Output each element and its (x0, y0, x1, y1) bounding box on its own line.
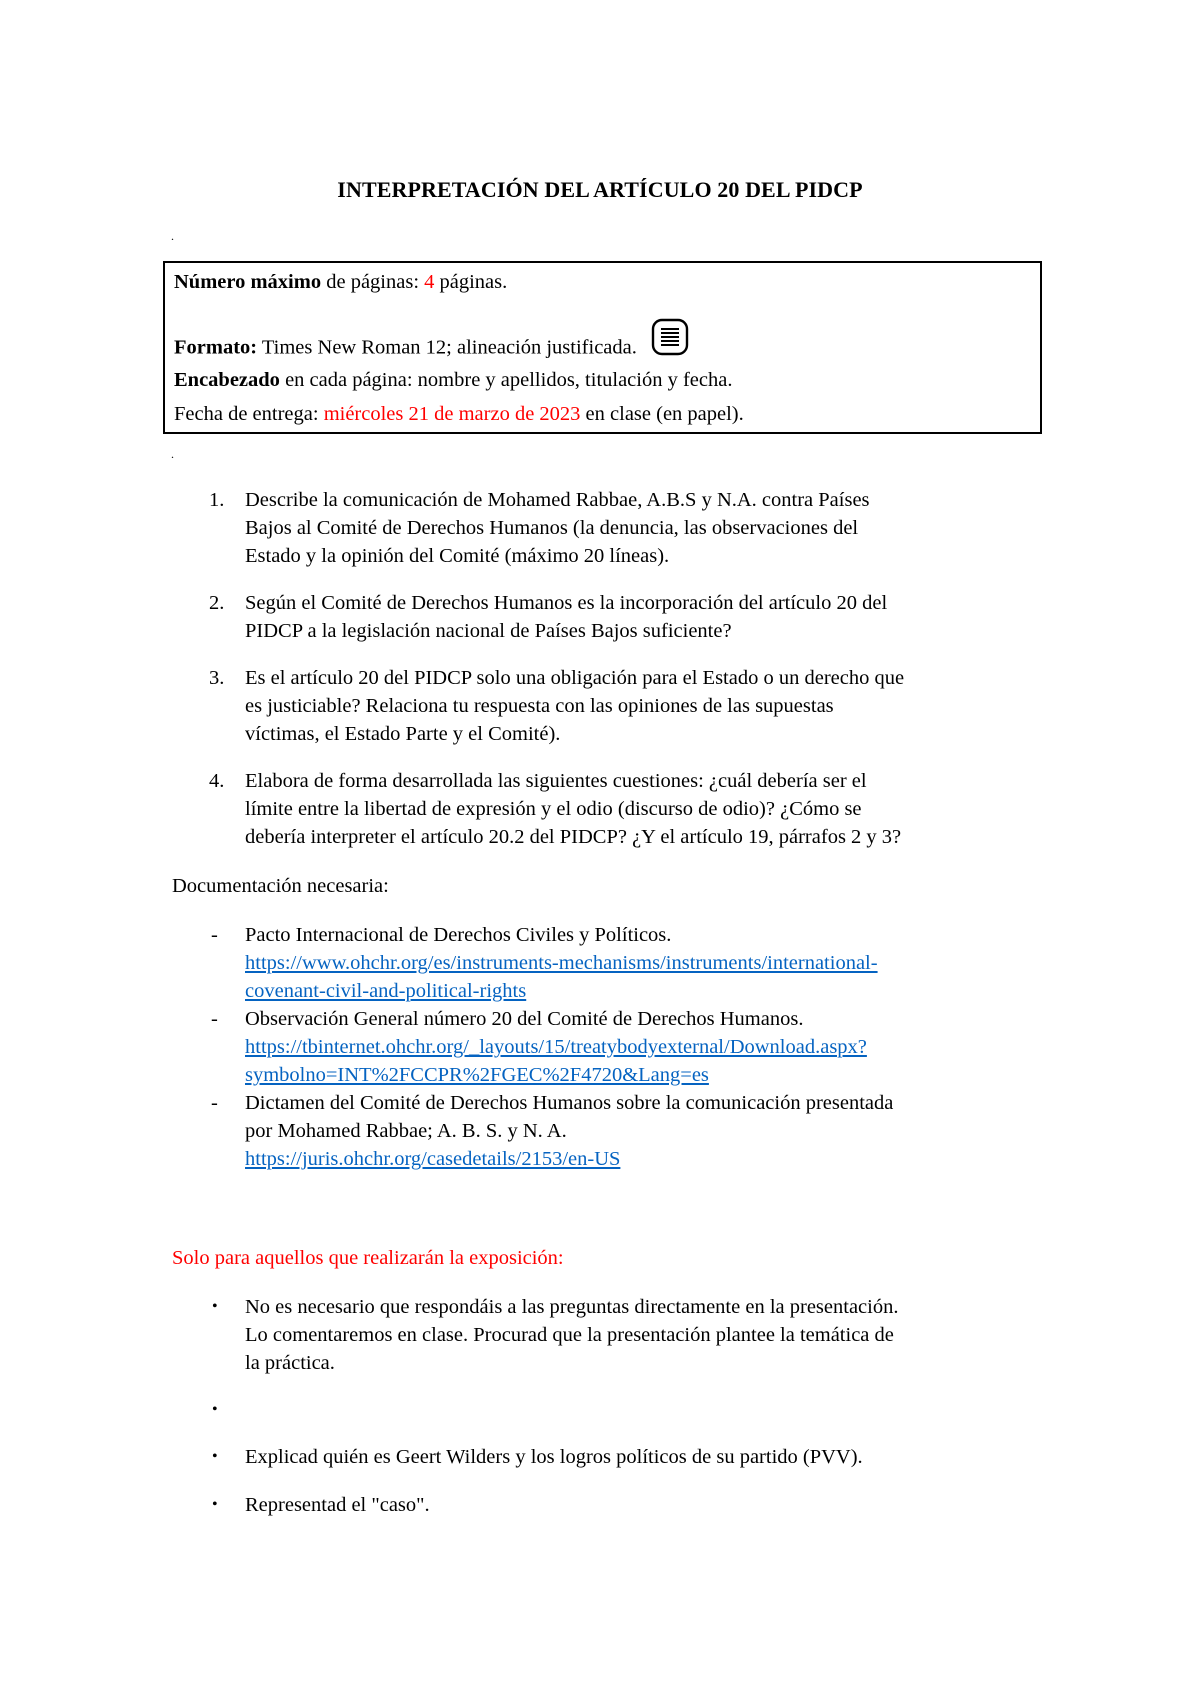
max-pages-line (174, 268, 507, 296)
presentation-line: Representad el "caso". (245, 1494, 430, 1516)
doc-item-text (245, 921, 1035, 1005)
doc-link-covenant[interactable]: https://www.ohchr.org/es/instruments-mechanisms/instruments/international- (245, 952, 878, 974)
due-label: Fecha de entrega: (174, 403, 324, 425)
presentation-heading: Solo para aquellos que realizarán la exposición: (172, 1247, 564, 1269)
doc-item-text (245, 1005, 1035, 1089)
format-label: Formato: (174, 336, 258, 359)
question-line: víctimas, el Estado Parte y el Comité). (245, 723, 561, 745)
doc-item-title-cont: por Mohamed Rabbae; A. B. S. y N. A. (245, 1120, 567, 1142)
doc-item-title: Pacto Internacional de Derechos Civiles y Políticos. (245, 924, 672, 946)
header-value: en cada página: nombre y apellidos, titulación y fecha. (279, 369, 733, 391)
doc-item-title: Observación General número 20 del Comité de Derechos Humanos. (245, 1008, 804, 1030)
bullet-marker: • (212, 1448, 218, 1465)
bullet-marker: • (212, 1401, 218, 1418)
question-number: 3. (209, 667, 225, 689)
presentation-item-text (245, 1293, 1035, 1377)
presentation-line: No es necesario que respondáis a las preguntas directamente en la presentación. (245, 1296, 899, 1318)
due-date: miércoles 21 de marzo de 2023 (323, 403, 581, 425)
header-label: Encabezado (174, 369, 280, 391)
header-line (174, 366, 732, 394)
max-pages-label-rest: de páginas: (321, 271, 425, 293)
question-number: 4. (209, 770, 225, 792)
question-text (245, 589, 1035, 645)
dash-marker: - (211, 924, 218, 946)
max-pages-suffix: páginas. (434, 271, 508, 293)
format-value: Times New Roman 12; alineación justificada. (257, 336, 637, 359)
question-number: 2. (209, 592, 225, 614)
page-title: INTERPRETACIÓN DEL ARTÍCULO 20 DEL PIDCP (337, 177, 863, 202)
presentation-line: Explicad quién es Geert Wilders y los logros políticos de su partido (PVV). (245, 1446, 863, 1468)
separator-dot: . (171, 229, 174, 243)
presentation-item-text (245, 1491, 1035, 1519)
question-line: Elabora de forma desarrollada las siguientes cuestiones: ¿cuál debería ser el (245, 770, 867, 792)
doc-link-case[interactable]: https://juris.ohchr.org/casedetails/2153/en-US (245, 1148, 621, 1170)
question-line: límite entre la libertad de expresión y el odio (discurso de odio)? ¿Cómo se (245, 798, 862, 820)
doc-link-general-comment-cont[interactable]: symbolno=INT%2FCCPR%2FGEC%2F4720&Lang=es (245, 1064, 709, 1086)
doc-item-title: Dictamen del Comité de Derechos Humanos sobre la comunicación presentada (245, 1092, 894, 1114)
bullet-marker: • (212, 1298, 218, 1315)
presentation-item-text (245, 1443, 1035, 1471)
question-line: Es el artículo 20 del PIDCP solo una obligación para el Estado o un derecho que (245, 667, 905, 689)
due-suffix: en clase (en papel). (580, 403, 744, 425)
presentation-line: Lo comentaremos en clase. Procurad que la presentación plantee la temática de (245, 1324, 894, 1346)
question-line: Describe la comunicación de Mohamed Rabbae, A.B.S y N.A. contra Países (245, 489, 870, 511)
separator-dot-2: . (171, 447, 174, 461)
justify-align-icon (651, 318, 689, 364)
doc-link-covenant-cont[interactable]: covenant-civil-and-political-rights (245, 980, 527, 1002)
doc-link-general-comment[interactable]: https://tbinternet.ohchr.org/_layouts/15/treatybodyexternal/Download.aspx? (245, 1036, 867, 1058)
max-pages-label: Número máximo (174, 271, 322, 293)
question-text (245, 664, 1035, 748)
question-line: debería interpreter el artículo 20.2 del PIDCP? ¿Y el artículo 19, párrafos 2 y 3? (245, 826, 902, 848)
presentation-line: la práctica. (245, 1352, 335, 1374)
requirements-box (163, 261, 1042, 434)
question-number: 1. (209, 489, 225, 511)
question-line: Estado y la opinión del Comité (máximo 20 líneas). (245, 545, 670, 567)
question-text (245, 486, 1035, 570)
question-line: Según el Comité de Derechos Humanos es la incorporación del artículo 20 del (245, 592, 888, 614)
bullet-marker: • (212, 1496, 218, 1513)
dash-marker: - (211, 1092, 218, 1114)
due-date-line (174, 400, 744, 428)
documentation-heading: Documentación necesaria: (172, 875, 389, 897)
doc-item-text (245, 1089, 1035, 1173)
question-line: PIDCP a la legislación nacional de Países Bajos suficiente? (245, 620, 732, 642)
question-line: Bajos al Comité de Derechos Humanos (la denuncia, las observaciones del (245, 517, 859, 539)
max-pages-value: 4 (424, 271, 435, 293)
question-text (245, 767, 1035, 851)
dash-marker: - (211, 1008, 218, 1030)
question-line: es justiciable? Relaciona tu respuesta con las opiniones de las supuestas (245, 695, 834, 717)
